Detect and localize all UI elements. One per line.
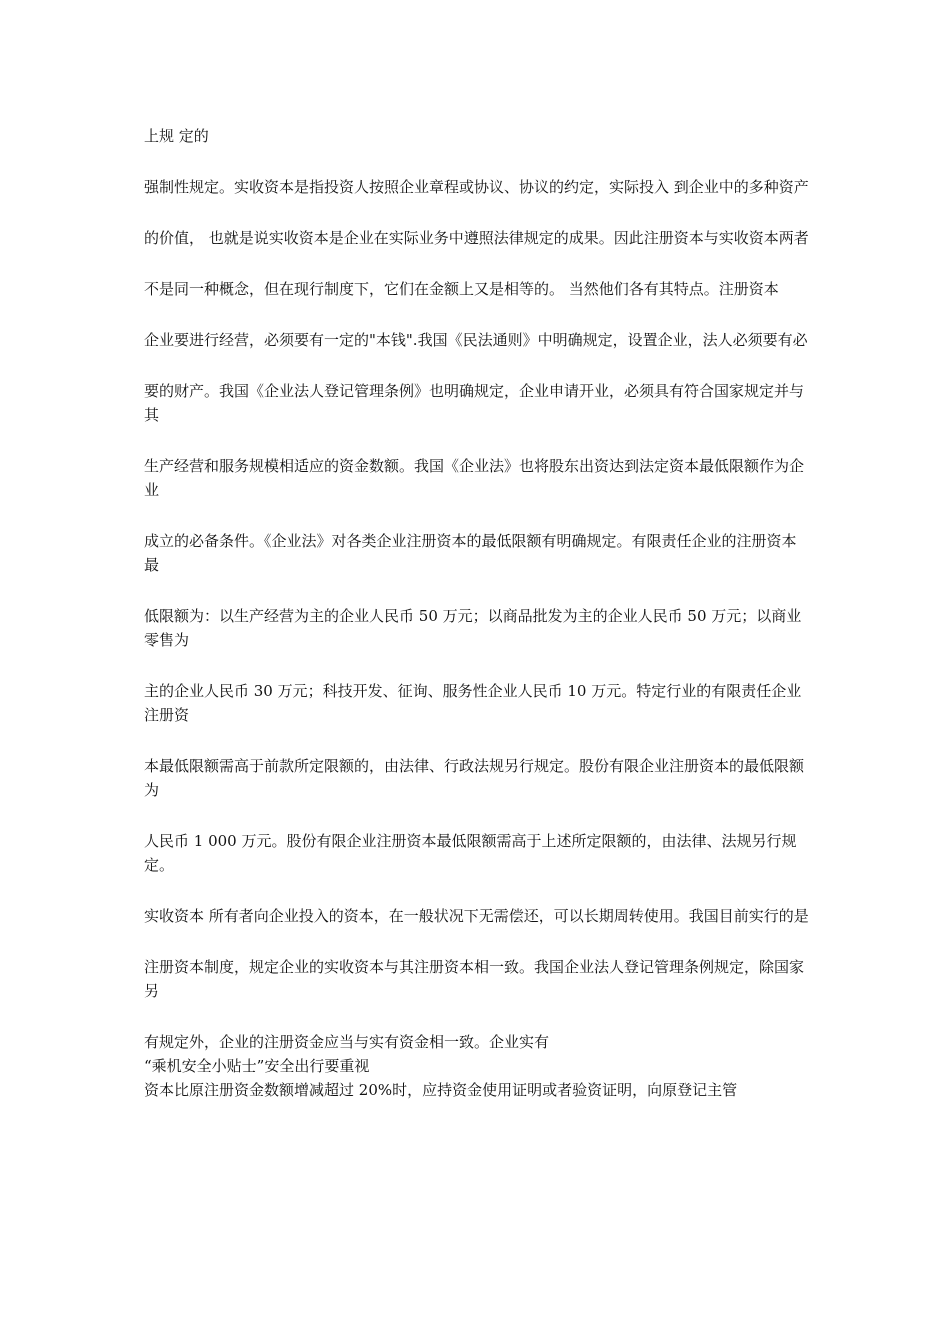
inline-title: “乘机安全小贴士”安全出行要重视: [144, 1057, 370, 1075]
paragraph: 注册资本制度，规定企业的实收资本与其注册资本相一致。我国企业法人登记管理条例规定，除国家另: [144, 958, 805, 1000]
paragraph: 上规 定的: [144, 127, 209, 145]
paragraph: 低限额为：以生产经营为主的企业人民币 50 万元；以商品批发为主的企业人民币 50 万元；以商业零售为: [144, 607, 802, 649]
paragraph: 要的财产。我国《企业法人登记管理条例》也明确规定，企业申请开业，必须具有符合国家规定并与其: [144, 382, 805, 424]
paragraph: 本最低限额需高于前款所定限额的，由法律、行政法规另行规定。股份有限企业注册资本的最低限额为: [144, 757, 805, 799]
document-body: [144, 124, 810, 1102]
paragraph: 主的企业人民币 30 万元；科技开发、征询、服务性企业人民币 10 万元。特定行业的有限责任企业注册资: [144, 682, 802, 724]
closing-lines: [144, 1030, 810, 1102]
paragraph: 不是同一种概念，但在现行制度下，它们在金额上又是相等的。 当然他们各有其特点。注册资本: [144, 280, 779, 298]
paragraph: 实收资本 所有者向企业投入的资本，在一般状况下无需偿还，可以长期周转使用。我国目前实行的是: [144, 907, 809, 925]
text-line: 资本比原注册资金数额增减超过 20%时，应持资金使用证明或者验资证明，向原登记主管: [144, 1081, 738, 1099]
paragraph: 生产经营和服务规模相适应的资金数额。我国《企业法》也将股东出资达到法定资本最低限额作为企业: [144, 457, 805, 499]
paragraph: 强制性规定。实收资本是指投资人按照企业章程或协议、协议的约定，实际投入 到企业中的多种资产: [144, 178, 809, 196]
paragraph: 人民币 1 000 万元。股份有限企业注册资本最低限额需高于上述所定限额的，由法律、法规另行规定。: [144, 832, 797, 874]
paragraph: 的价值， 也就是说实收资本是企业在实际业务中遵照法律规定的成果。因此注册资本与实收资本两者: [144, 229, 809, 247]
text-line: 有规定外，企业的注册资金应当与实有资金相一致。企业实有: [144, 1033, 550, 1051]
paragraph: 企业要进行经营，必须要有一定的"本钱".我国《民法通则》中明确规定，设置企业，法人必须要有必: [144, 331, 808, 349]
paragraph: 成立的必备条件。《企业法》对各类企业注册资本的最低限额有明确规定。有限责任企业的注册资本最: [144, 532, 797, 574]
